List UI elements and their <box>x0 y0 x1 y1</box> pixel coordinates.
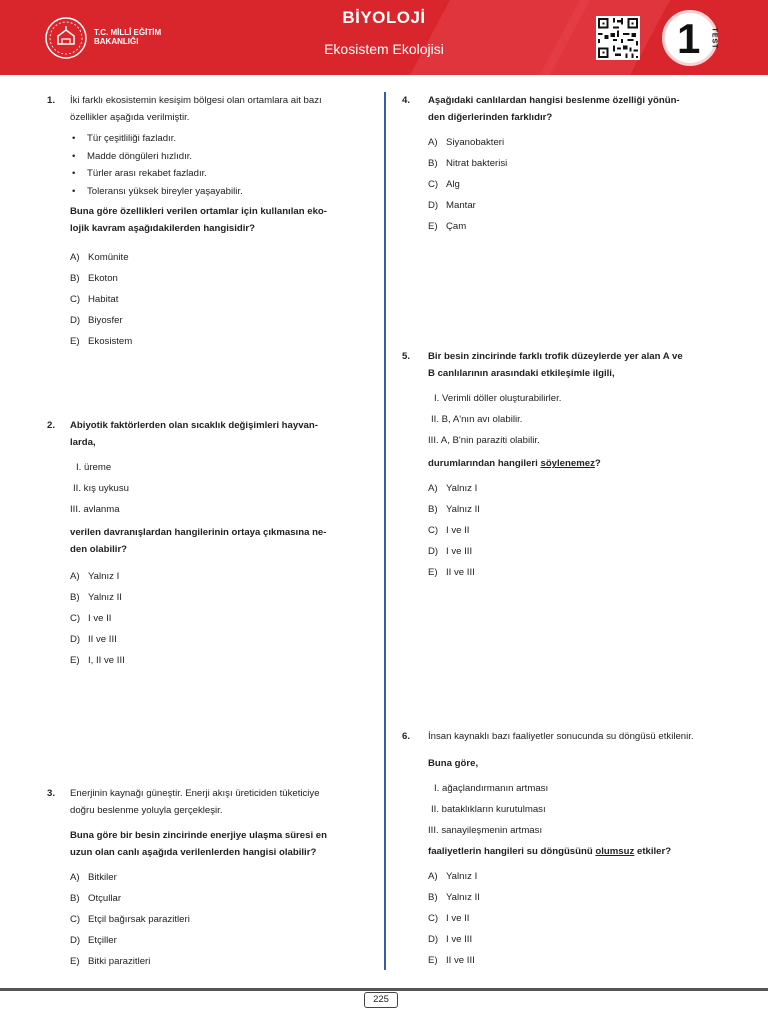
roman-list <box>428 388 732 451</box>
qr-code-icon[interactable] <box>596 16 640 60</box>
option-letter: B) <box>428 892 438 903</box>
answer-option[interactable] <box>70 310 367 331</box>
answer-option[interactable] <box>428 153 732 174</box>
answer-option[interactable] <box>428 866 742 887</box>
question-prompt: Buna göre özellikleri verilen ortamlar için kullanılan eko- <box>70 206 327 217</box>
option-letter: D) <box>70 315 81 326</box>
question-prompt: den olabilir? <box>70 544 128 555</box>
answer-option[interactable] <box>70 268 367 289</box>
prompt-emphasis: olumsuz <box>595 846 635 857</box>
question-prompt: den diğerlerinden farklıdır? <box>428 112 553 123</box>
roman-item: I. Verimli döller oluşturabilirler. <box>434 393 562 404</box>
answer-options <box>428 866 742 971</box>
option-letter: B) <box>428 504 438 515</box>
option-text: Ekosistem <box>88 336 133 347</box>
prompt-text: ? <box>594 458 601 469</box>
topic-title: Ekosistem Ekolojisi <box>324 41 444 57</box>
option-text: Yalnız II <box>446 504 480 515</box>
page-number: 225 <box>364 992 398 1008</box>
answer-option[interactable] <box>428 132 732 153</box>
roman-list <box>428 778 742 841</box>
question-prompt: lojik kavram aşağıdakilerden hangisidir? <box>70 223 256 234</box>
option-letter: D) <box>428 546 439 557</box>
option-text: Çam <box>446 221 467 232</box>
roman-item: II. B, A'nın avı olabilir. <box>431 414 523 425</box>
option-text: Yalnız II <box>88 592 122 603</box>
prompt-text: durumlarından hangileri <box>428 458 541 469</box>
option-letter: C) <box>70 294 81 305</box>
option-letter: A) <box>70 571 80 582</box>
answer-option[interactable] <box>70 909 367 930</box>
question-lead: Buna göre, <box>428 758 479 769</box>
test-number: 1 <box>677 15 701 62</box>
answer-option[interactable] <box>70 888 367 909</box>
bullet-item: • Toleransı yüksek bireyler yaşayabilir. <box>70 183 367 201</box>
option-letter: D) <box>70 634 81 645</box>
option-letter: A) <box>428 137 438 148</box>
question-text: İki farklı ekosistemin kesişim bölgesi olan ortamlara ait bazı <box>70 95 322 106</box>
answer-option[interactable] <box>428 520 732 541</box>
option-text: Etçiller <box>88 935 117 946</box>
option-letter: C) <box>428 525 439 536</box>
option-letter: B) <box>70 273 80 284</box>
answer-option[interactable] <box>428 562 732 583</box>
answer-option[interactable] <box>70 587 367 608</box>
question-text: İnsan kaynaklı bazı faaliyetler sonucunda su döngüsü etkilenir. <box>428 731 694 742</box>
question-number: 3. <box>47 788 56 799</box>
option-text: II ve III <box>446 955 475 966</box>
answer-option[interactable] <box>428 929 742 950</box>
option-letter: C) <box>428 913 439 924</box>
question-number: 2. <box>47 420 56 431</box>
question-prompt: Abiyotik faktörlerden olan sıcaklık değişimleri hayvan- <box>70 420 318 431</box>
ministry-line: T.C. MİLLÎ EĞİTİM <box>94 28 162 37</box>
roman-item: I. ağaçlandırmanın artması <box>434 783 549 794</box>
option-text: Bitki parazitleri <box>88 956 151 967</box>
answer-option[interactable] <box>428 887 742 908</box>
option-letter: A) <box>70 252 80 263</box>
option-text: Komünite <box>88 252 129 263</box>
answer-option[interactable] <box>428 541 732 562</box>
footer-rule <box>0 988 768 991</box>
subject-title: BİYOLOJİ <box>342 8 426 27</box>
prompt-text: faaliyetlerin hangileri su döngüsünü <box>428 846 596 857</box>
answer-option[interactable] <box>428 499 732 520</box>
option-letter: A) <box>428 483 438 494</box>
option-text: I ve II <box>88 613 112 624</box>
roman-list <box>70 457 367 520</box>
question-number: 6. <box>402 731 411 742</box>
answer-options <box>428 478 732 583</box>
option-text: I ve III <box>446 934 473 945</box>
option-letter: E) <box>428 955 438 966</box>
option-letter: C) <box>70 613 81 624</box>
answer-option[interactable] <box>70 867 367 888</box>
question-prompt: Bir besin zincirinde farklı trofik düzeylerde yer alan A ve <box>428 351 683 362</box>
option-text: Yalnız I <box>88 571 120 582</box>
answer-options <box>70 247 367 352</box>
question-prompt: verilen davranışlardan hangilerinin ortaya çıkmasına ne- <box>70 527 327 538</box>
option-text: Yalnız I <box>446 871 478 882</box>
answer-option[interactable] <box>70 608 367 629</box>
test-badge <box>662 10 718 66</box>
option-letter: E) <box>70 336 80 347</box>
question-prompt <box>428 455 732 472</box>
prompt-text: etkiler? <box>634 846 672 857</box>
question-text: doğru beslenme yoluyla gerçekleşir. <box>70 805 223 816</box>
roman-item: I. üreme <box>76 462 112 473</box>
answer-option[interactable] <box>70 930 367 951</box>
option-letter: A) <box>428 871 438 882</box>
question-number: 5. <box>402 351 411 362</box>
option-text: II ve III <box>88 634 117 645</box>
answer-option[interactable] <box>70 650 367 671</box>
question-prompt: larda, <box>70 437 96 448</box>
option-text: Alg <box>446 179 460 190</box>
roman-item: III. A, B'nin paraziti olabilir. <box>428 435 540 446</box>
option-letter: D) <box>428 200 439 211</box>
option-text: Etçil bağırsak parazitleri <box>88 914 190 925</box>
page-header <box>0 0 768 75</box>
option-letter: C) <box>428 179 439 190</box>
ministry-line: BAKANLIĞI <box>94 37 139 46</box>
option-text: Nitrat bakterisi <box>446 158 508 169</box>
bullet-list <box>70 130 367 200</box>
option-letter: C) <box>70 914 81 925</box>
answer-option[interactable] <box>70 247 367 268</box>
bullet-item: • Madde döngüleri hızlıdır. <box>70 148 367 166</box>
column-divider <box>384 92 386 970</box>
option-letter: E) <box>428 221 438 232</box>
roman-item: III. sanayileşmenin artması <box>428 825 543 836</box>
option-letter: B) <box>70 592 80 603</box>
option-letter: B) <box>70 893 80 904</box>
option-text: Mantar <box>446 200 476 211</box>
option-text: II ve III <box>446 567 475 578</box>
question-prompt: Buna göre bir besin zincirinde enerjiye ulaşma süresi en <box>70 830 327 841</box>
option-text: I ve II <box>446 913 470 924</box>
roman-item: II. kış uykusu <box>73 483 129 494</box>
option-text: Yalnız II <box>446 892 480 903</box>
option-text: I ve II <box>446 525 470 536</box>
answer-option[interactable] <box>428 195 732 216</box>
option-letter: B) <box>428 158 438 169</box>
test-label: TEST <box>710 27 718 50</box>
roman-item: II. bataklıkların kurutulması <box>431 804 546 815</box>
bullet-item: • Türler arası rekabet fazladır. <box>70 165 367 183</box>
prompt-emphasis: söylenemez <box>540 458 595 469</box>
option-text: I, II ve III <box>88 655 125 666</box>
option-letter: D) <box>70 935 81 946</box>
answer-option[interactable] <box>70 629 367 650</box>
answer-option[interactable] <box>70 331 367 352</box>
question-number: 1. <box>47 95 56 106</box>
option-text: Biyosfer <box>88 315 123 326</box>
option-text: Bitkiler <box>88 872 117 883</box>
answer-option[interactable] <box>70 289 367 310</box>
question-number: 4. <box>402 95 411 106</box>
answer-options <box>70 566 367 671</box>
question-prompt: uzun olan canlı aşağıda verilenlerden hangisi olabilir? <box>70 847 317 858</box>
question-prompt: Aşağıdaki canlılardan hangisi beslenme özelliği yönün- <box>428 95 680 106</box>
option-letter: E) <box>70 956 80 967</box>
option-letter: E) <box>428 567 438 578</box>
question-prompt: B canlılarının arasındaki etkileşimle ilgili, <box>428 368 615 379</box>
option-text: Ekoton <box>88 273 118 284</box>
option-text: Yalnız I <box>446 483 478 494</box>
roman-item: III. avlanma <box>70 504 120 515</box>
option-letter: D) <box>428 934 439 945</box>
answer-option[interactable] <box>428 908 742 929</box>
option-text: Habitat <box>88 294 119 305</box>
answer-options <box>428 132 732 237</box>
answer-option[interactable] <box>70 951 367 972</box>
option-text: Otçullar <box>88 893 122 904</box>
option-letter: A) <box>70 872 80 883</box>
question-prompt <box>428 843 742 860</box>
answer-option[interactable] <box>428 950 742 971</box>
option-text: Siyanobakteri <box>446 137 505 148</box>
option-letter: E) <box>70 655 80 666</box>
bullet-item: • Tür çeşitliliği fazladır. <box>70 130 367 148</box>
answer-option[interactable] <box>428 478 732 499</box>
question-text: Enerjinin kaynağı güneştir. Enerji akışı üreticiden tüketiciye <box>70 788 320 799</box>
answer-option[interactable] <box>70 566 367 587</box>
question-text: özellikler aşağıda verilmiştir. <box>70 112 190 123</box>
answer-options <box>70 867 367 972</box>
option-text: I ve III <box>446 546 473 557</box>
answer-option[interactable] <box>428 216 732 237</box>
answer-option[interactable] <box>428 174 732 195</box>
